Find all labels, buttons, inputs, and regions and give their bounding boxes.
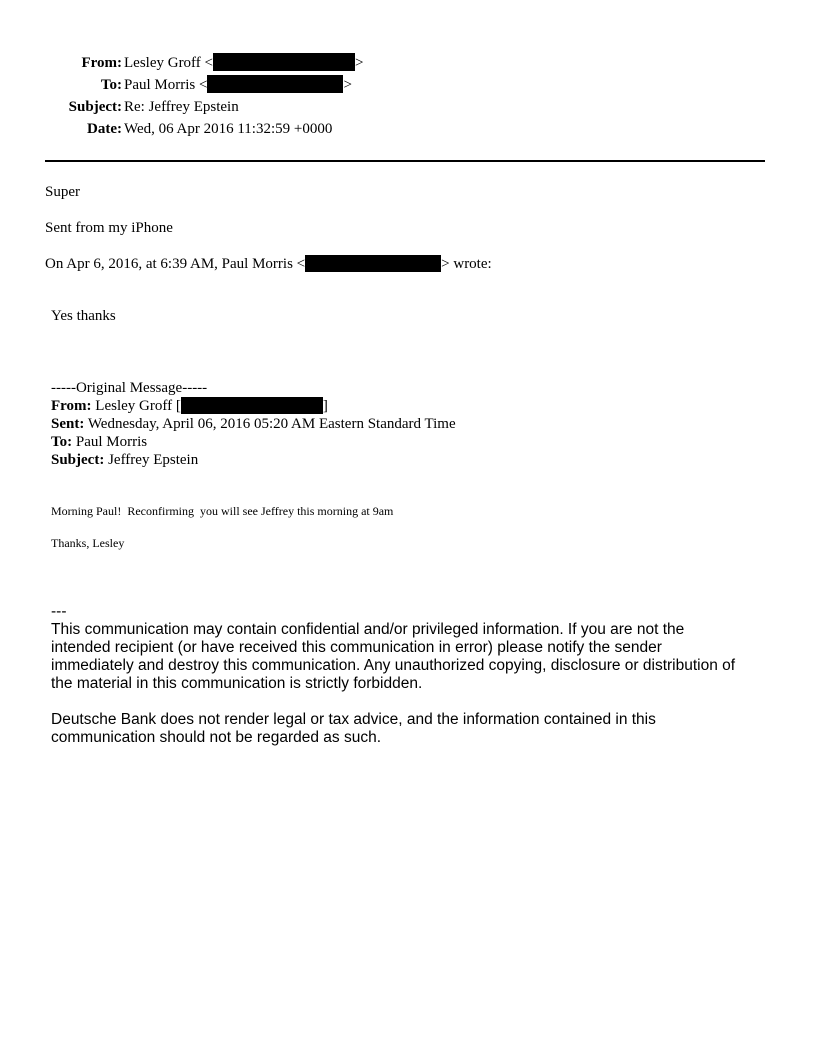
header-subject-label: Subject: xyxy=(68,99,122,115)
quoted-to-row xyxy=(51,433,147,451)
quoted-body: Yes thanks xyxy=(51,308,116,324)
header-to-label: To: xyxy=(100,77,122,93)
quoted-subject-row xyxy=(51,451,198,469)
header-subject-value: Re: Jeffrey Epstein xyxy=(124,99,239,115)
redaction-box xyxy=(305,255,441,272)
reply-signature: Sent from my iPhone xyxy=(45,220,173,236)
disclaimer-line: Deutsche Bank does not render legal or tax advice, and the information contained in this xyxy=(51,711,656,728)
quoted-sent-row xyxy=(51,415,456,433)
header-from-label: From: xyxy=(81,55,122,71)
redaction-box xyxy=(181,397,323,414)
header-date-value: Wed, 06 Apr 2016 11:32:59 +0000 xyxy=(124,121,333,137)
disclaimer-line: intended recipient (or have received this communication in error) please notify the sender xyxy=(51,639,662,656)
quoted-subject-value: Jeffrey Epstein xyxy=(108,452,199,468)
disclaimer-line: immediately and destroy this communication. Any unauthorized copying, disclosure or distribution of xyxy=(51,657,736,674)
disclaimer-line: the material in this communication is strictly forbidden. xyxy=(51,675,423,692)
quoted-message-line: Morning Paul! Reconfirming you will see Jeffrey this morning at 9am xyxy=(51,504,394,518)
quote-intro-suffix: wrote: xyxy=(453,256,492,272)
redaction-box xyxy=(213,53,355,71)
quoted-from-label: From: xyxy=(51,398,92,414)
disclaimer-line: communication should not be regarded as such. xyxy=(51,729,382,746)
quoted-from-value: Lesley Groff xyxy=(95,398,173,414)
quoted-message-signoff: Thanks, Lesley xyxy=(51,536,125,550)
quote-intro: On Apr 6, 2016, at 6:39 AM, Paul Morris < > wrote: xyxy=(45,256,492,272)
quoted-to-value: Paul Morris xyxy=(75,434,148,450)
header-divider xyxy=(45,160,765,162)
disclaimer-line: This communication may contain confidential and/or privileged information. If you are not the xyxy=(51,621,685,638)
original-message-marker: -----Original Message----- xyxy=(51,380,208,396)
quoted-subject-label: Subject: xyxy=(51,452,105,468)
header-from-value: Lesley Groff xyxy=(124,55,201,71)
quoted-to-label: To: xyxy=(51,434,73,450)
quoted-from-row: From: Lesley Groff [ ] xyxy=(51,398,328,414)
header-to-value: Paul Morris xyxy=(124,77,196,93)
quoted-sent-label: Sent: xyxy=(51,416,85,432)
quoted-sent-value: Wednesday, April 06, 2016 05:20 AM Eastern Standard Time xyxy=(87,416,456,432)
quote-intro-prefix: On Apr 6, 2016, at 6:39 AM, Paul Morris xyxy=(45,256,293,272)
redaction-box xyxy=(207,75,343,93)
reply-body: Super xyxy=(45,184,80,200)
header-date-label: Date: xyxy=(87,121,122,137)
disclaimer-separator: --- xyxy=(51,603,67,620)
